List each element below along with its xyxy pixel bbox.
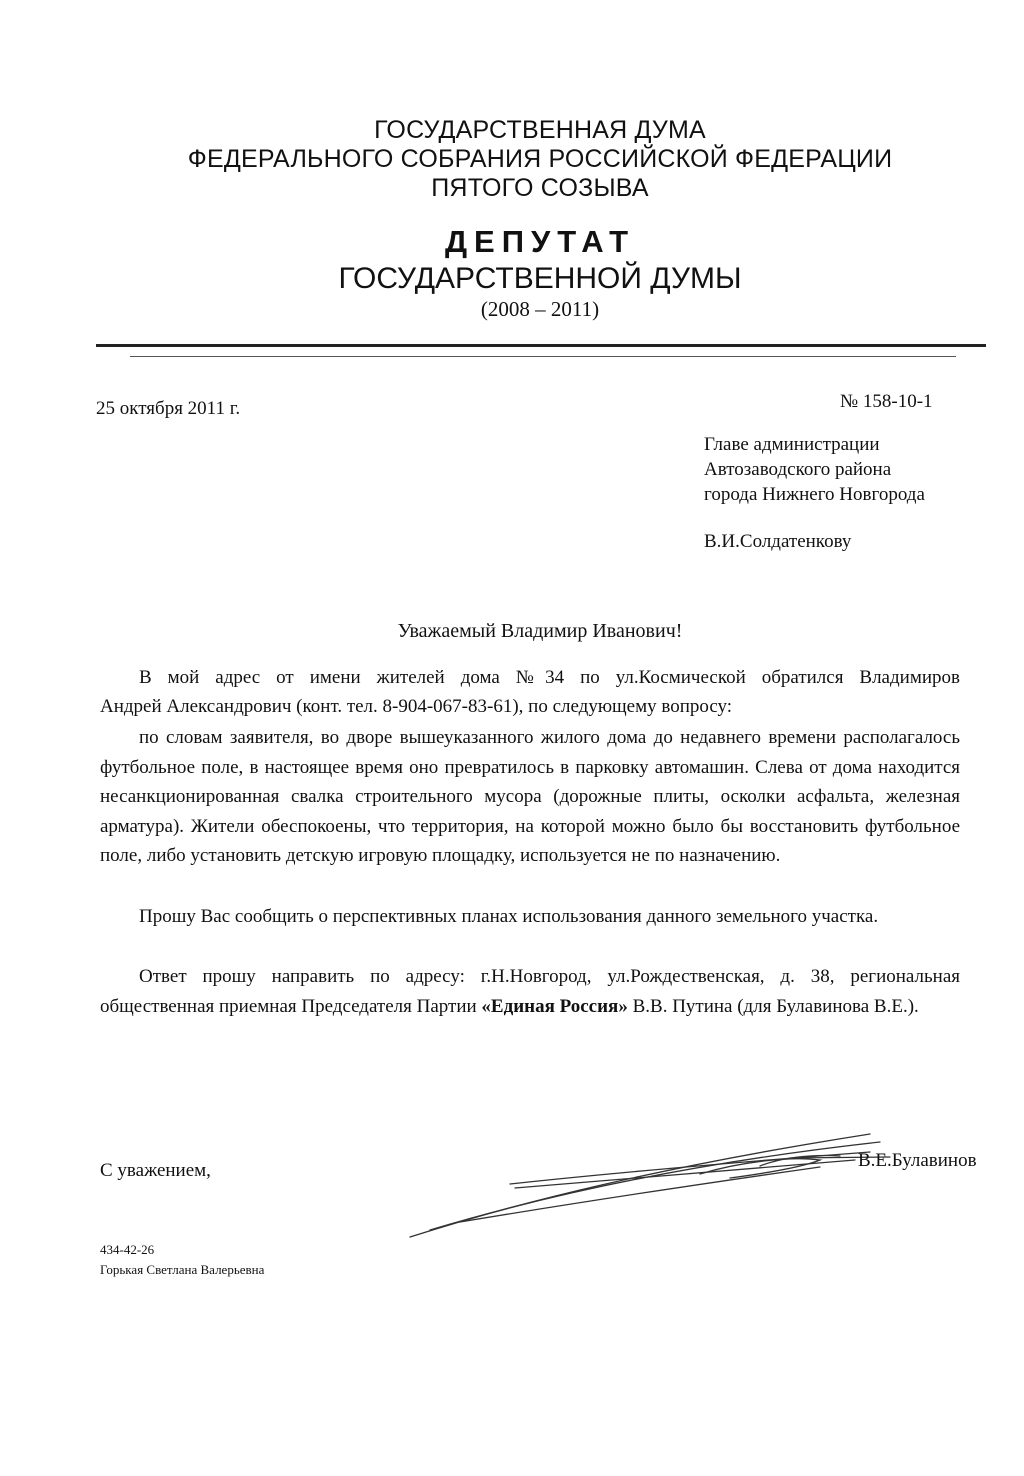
addressee-line-1: Главе администрации: [704, 434, 880, 455]
paragraph-4: [100, 962, 960, 1021]
paragraph-1-line-1: В мой адрес от имени жителей дома №34 по ул.Космической обратился Владимиров: [139, 667, 960, 688]
letter-date: 25 октября 2011 г.: [96, 398, 241, 419]
closing: С уважением,: [100, 1160, 211, 1181]
paragraph-2: по словам заявителя, во дворе вышеуказанного жилого дома до недавнего времени располагалось футбольное поле, в настоящее время оно превратилось в парковку автомашин. Слева от дома находится несанкционированная свалка строительного мусора (дорожные плиты, осколки асфальта, железная арматура). Жители обеспокоены, что территория, на которой можно было бы восстановить футбольное поле, либо установить детскую игровую площадку, используется не по назначению.: [100, 727, 960, 866]
paragraph-4-text-end: В.В. Путина (для Булавинова В.Е.).: [627, 995, 919, 1017]
executor-phone: 434-42-26: [100, 1242, 155, 1257]
addressee-line-2: Автозаводского района: [704, 459, 892, 480]
term-years: (2008 – 2011): [480, 297, 600, 321]
signer-name: В.Е.Булавинов: [858, 1150, 977, 1171]
handwritten-signature-icon: [400, 1122, 900, 1252]
greeting: Уважаемый Владимир Иванович!: [397, 620, 683, 642]
header-divider-thick: [96, 344, 986, 347]
letterhead-line-1: ГОСУДАРСТВЕННАЯ ДУМА: [374, 116, 706, 144]
paragraph-3: Прошу Вас сообщить о перспективных планах использования данного земельного участка.: [139, 906, 879, 927]
letterhead-line-3: ПЯТОГО СОЗЫВА: [431, 174, 649, 202]
addressee-name: В.И.Солдатенкову: [704, 531, 852, 552]
header-divider-thin: [130, 356, 956, 357]
letterhead-line-2: ФЕДЕРАЛЬНОГО СОБРАНИЯ РОССИЙСКОЙ ФЕДЕРАЦИИ: [187, 145, 893, 173]
paragraph-4-text-start: Ответ прошу направить по адресу: г.Н.Новгород, ул.Рождественская, д. 38, региональная общественная приемная Председателя Партии: [100, 966, 960, 1017]
paragraph-1-line-2: Андрей Александрович (конт. тел. 8-904-067-83-61), по следующему вопросу:: [100, 696, 733, 717]
deputy-title: ДЕПУТАТ: [444, 224, 636, 259]
letter-number: № 158-10-1: [840, 391, 933, 412]
duma-title: ГОСУДАРСТВЕННОЙ ДУМЫ: [338, 262, 742, 295]
addressee-line-3: города Нижнего Новгорода: [704, 484, 925, 505]
party-name: «Единая Россия»: [481, 995, 628, 1017]
executor-name: Горькая Светлана Валерьевна: [100, 1262, 265, 1277]
